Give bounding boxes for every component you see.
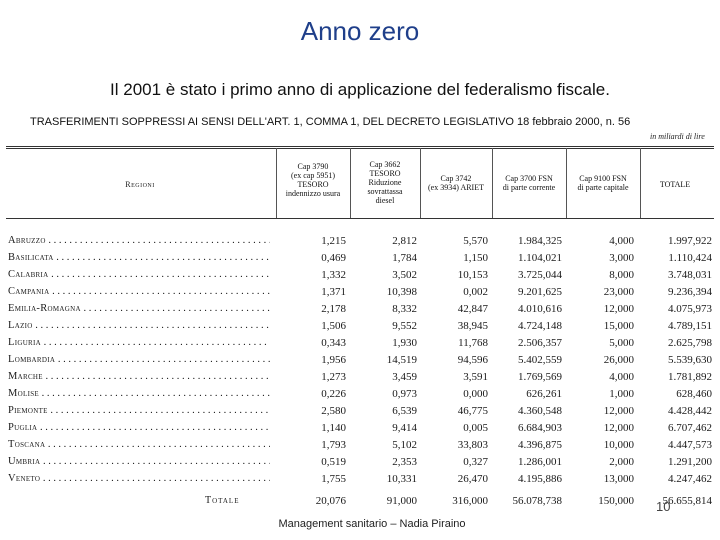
- value-cell: 0,226: [321, 388, 346, 400]
- value-cell: 3,459: [392, 371, 417, 383]
- table-row: [0, 267, 720, 284]
- value-cell: 150,000: [598, 495, 634, 507]
- value-cell: 1.110,424: [668, 252, 712, 264]
- value-cell: 0,973: [392, 388, 417, 400]
- value-cell: 1,273: [321, 371, 346, 383]
- value-cell: 42,847: [457, 303, 488, 315]
- value-cell: 4.195,886: [518, 473, 562, 485]
- value-cell: 1.286,001: [518, 456, 562, 468]
- column-header-cap3790: Cap 3790 (ex cap 5951) TESORO indennizzo usura: [285, 162, 341, 198]
- value-cell: 10,000: [603, 439, 634, 451]
- value-cell: 33,803: [457, 439, 488, 451]
- value-cell: 1.104,021: [518, 252, 562, 264]
- value-cell: 11,768: [458, 337, 488, 349]
- value-cell: 46,775: [457, 405, 488, 417]
- unit-note: in miliardi di lire: [650, 132, 705, 141]
- value-cell: 26,470: [457, 473, 488, 485]
- table-row: [0, 369, 720, 386]
- value-cell: 10,398: [386, 286, 417, 298]
- value-cell: 2,178: [321, 303, 346, 315]
- column-divider: [276, 148, 277, 218]
- value-cell: 3,000: [609, 252, 634, 264]
- value-cell: 10,153: [457, 269, 488, 281]
- column-divider: [640, 148, 641, 218]
- value-cell: 23,000: [603, 286, 634, 298]
- value-cell: 15,000: [603, 320, 634, 332]
- value-cell: 56.655,814: [662, 495, 712, 507]
- value-cell: 0,343: [321, 337, 346, 349]
- value-cell: 5,000: [609, 337, 634, 349]
- region-name: Basilicata . . .: [8, 252, 270, 263]
- value-cell: 94,596: [457, 354, 488, 366]
- value-cell: 1,956: [321, 354, 346, 366]
- value-cell: 1,793: [321, 439, 346, 451]
- value-cell: 1,930: [392, 337, 417, 349]
- table-row: [0, 352, 720, 369]
- value-cell: 6.707,462: [668, 422, 712, 434]
- value-cell: 4.075,973: [668, 303, 712, 315]
- value-cell: 1,000: [609, 388, 634, 400]
- table-row: [0, 437, 720, 454]
- region-name: Lombardia . . .: [8, 354, 270, 365]
- column-header-cap9100: Cap 9100 FSN di parte capitale: [577, 174, 629, 192]
- value-cell: 2.625,798: [668, 337, 712, 349]
- value-cell: 91,000: [386, 495, 417, 507]
- column-header-cap3700: Cap 3700 FSN di parte corrente: [502, 174, 556, 192]
- value-cell: 4,000: [609, 371, 634, 383]
- value-cell: 12,000: [603, 422, 634, 434]
- total-label: Totale: [205, 495, 240, 506]
- value-cell: 5,102: [392, 439, 417, 451]
- region-name: Marche . . .: [8, 371, 270, 382]
- value-cell: 5,570: [463, 235, 488, 247]
- value-cell: 8,332: [392, 303, 417, 315]
- value-cell: 0,327: [463, 456, 488, 468]
- value-cell: 9.236,394: [668, 286, 712, 298]
- region-name: Lazio . . .: [8, 320, 270, 331]
- value-cell: 3.725,044: [518, 269, 562, 281]
- region-name: Calabria . . .: [8, 269, 270, 280]
- value-cell: 1,506: [321, 320, 346, 332]
- value-cell: 1,150: [463, 252, 488, 264]
- table-row: [0, 335, 720, 352]
- value-cell: 3,591: [463, 371, 488, 383]
- value-cell: 316,000: [452, 495, 488, 507]
- value-cell: 3.748,031: [668, 269, 712, 281]
- table-row: [0, 284, 720, 301]
- value-cell: 26,000: [603, 354, 634, 366]
- value-cell: 8,000: [609, 269, 634, 281]
- slide-title: Anno zero: [300, 16, 420, 46]
- value-cell: 1.984,325: [518, 235, 562, 247]
- table-row: [0, 318, 720, 335]
- value-cell: 10,331: [386, 473, 417, 485]
- value-cell: 5.539,630: [668, 354, 712, 366]
- value-cell: 0,469: [321, 252, 346, 264]
- value-cell: 4.789,151: [668, 320, 712, 332]
- region-name: Emilia-Romagna . . .: [8, 303, 270, 314]
- value-cell: 9,552: [392, 320, 417, 332]
- value-cell: 1,332: [321, 269, 346, 281]
- value-cell: 4.447,573: [668, 439, 712, 451]
- region-name: Liguria . . .: [8, 337, 270, 348]
- table-row: [0, 403, 720, 420]
- value-cell: 628,460: [676, 388, 712, 400]
- value-cell: 12,000: [603, 405, 634, 417]
- region-name: Umbria . . .: [8, 456, 270, 467]
- value-cell: 0,519: [321, 456, 346, 468]
- value-cell: 2,812: [392, 235, 417, 247]
- region-name: Molise . . .: [8, 388, 270, 399]
- value-cell: 2,353: [392, 456, 417, 468]
- page-number: 10: [656, 499, 671, 514]
- value-cell: 4.428,442: [668, 405, 712, 417]
- value-cell: 4.360,548: [518, 405, 562, 417]
- value-cell: 1,215: [321, 235, 346, 247]
- region-name: Toscana . . .: [8, 439, 270, 450]
- column-divider: [566, 148, 567, 218]
- table-caption: TRASFERIMENTI SOPPRESSI AI SENSI DELL'ART. 1, COMMA 1, DEL DECRETO LEGISLATIVO 18 febbraio 2000, n. 56: [30, 116, 631, 128]
- value-cell: 2,000: [609, 456, 634, 468]
- region-name: Puglia . . .: [8, 422, 270, 433]
- table-row: [0, 233, 720, 250]
- value-cell: 1,755: [321, 473, 346, 485]
- region-name: Veneto . . .: [8, 473, 270, 484]
- column-divider: [350, 148, 351, 218]
- value-cell: 56.078,738: [512, 495, 562, 507]
- value-cell: 2.506,357: [518, 337, 562, 349]
- value-cell: 6.684,903: [518, 422, 562, 434]
- value-cell: 1,784: [392, 252, 417, 264]
- column-header-cap3662: Cap 3662 TESORO Riduzione sovrattassa diesel: [367, 160, 403, 205]
- value-cell: 38,945: [457, 320, 488, 332]
- table-top-rule-double: [6, 148, 714, 149]
- slide-footer: Management sanitario – Nadia Piraino: [278, 518, 466, 530]
- column-header-totale: TOTALE: [659, 180, 691, 189]
- value-cell: 2,580: [321, 405, 346, 417]
- value-cell: 1,371: [321, 286, 346, 298]
- value-cell: 1.291,200: [668, 456, 712, 468]
- value-cell: 9.201,625: [518, 286, 562, 298]
- value-cell: 20,076: [315, 495, 346, 507]
- slide-subtitle: Il 2001 è stato i primo anno di applicazione del federalismo fiscale.: [110, 80, 610, 99]
- value-cell: 14,519: [386, 354, 417, 366]
- table-row: [0, 301, 720, 318]
- value-cell: 4.010,616: [518, 303, 562, 315]
- column-divider: [420, 148, 421, 218]
- region-name: Campania . . .: [8, 286, 270, 297]
- value-cell: 0,002: [463, 286, 488, 298]
- value-cell: 12,000: [603, 303, 634, 315]
- table-row: [0, 250, 720, 267]
- value-cell: 1,140: [321, 422, 346, 434]
- value-cell: 4.724,148: [518, 320, 562, 332]
- value-cell: 1.769,569: [518, 371, 562, 383]
- value-cell: 0,005: [463, 422, 488, 434]
- value-cell: 5.402,559: [518, 354, 562, 366]
- value-cell: 3,502: [392, 269, 417, 281]
- table-row: [0, 454, 720, 471]
- value-cell: 4.396,875: [518, 439, 562, 451]
- scanned-table: [0, 140, 720, 515]
- table-row: [0, 471, 720, 488]
- table-row: [0, 386, 720, 403]
- value-cell: 9,414: [392, 422, 417, 434]
- table-row: [0, 420, 720, 437]
- value-cell: 13,000: [603, 473, 634, 485]
- table-top-rule: [6, 146, 714, 147]
- region-column-header: Regioni: [125, 180, 155, 189]
- value-cell: 1.997,922: [668, 235, 712, 247]
- value-cell: 0,000: [463, 388, 488, 400]
- value-cell: 4,000: [609, 235, 634, 247]
- value-cell: 6,539: [392, 405, 417, 417]
- region-name: Abruzzo . . .: [8, 235, 270, 246]
- column-header-cap3742: Cap 3742 (ex 3934) ARIET: [428, 174, 484, 192]
- header-bottom-rule: [6, 218, 714, 219]
- value-cell: 626,261: [526, 388, 562, 400]
- value-cell: 1.781,892: [668, 371, 712, 383]
- column-divider: [492, 148, 493, 218]
- total-row: [0, 493, 720, 510]
- value-cell: 4.247,462: [668, 473, 712, 485]
- region-name: Piemonte . . .: [8, 405, 270, 416]
